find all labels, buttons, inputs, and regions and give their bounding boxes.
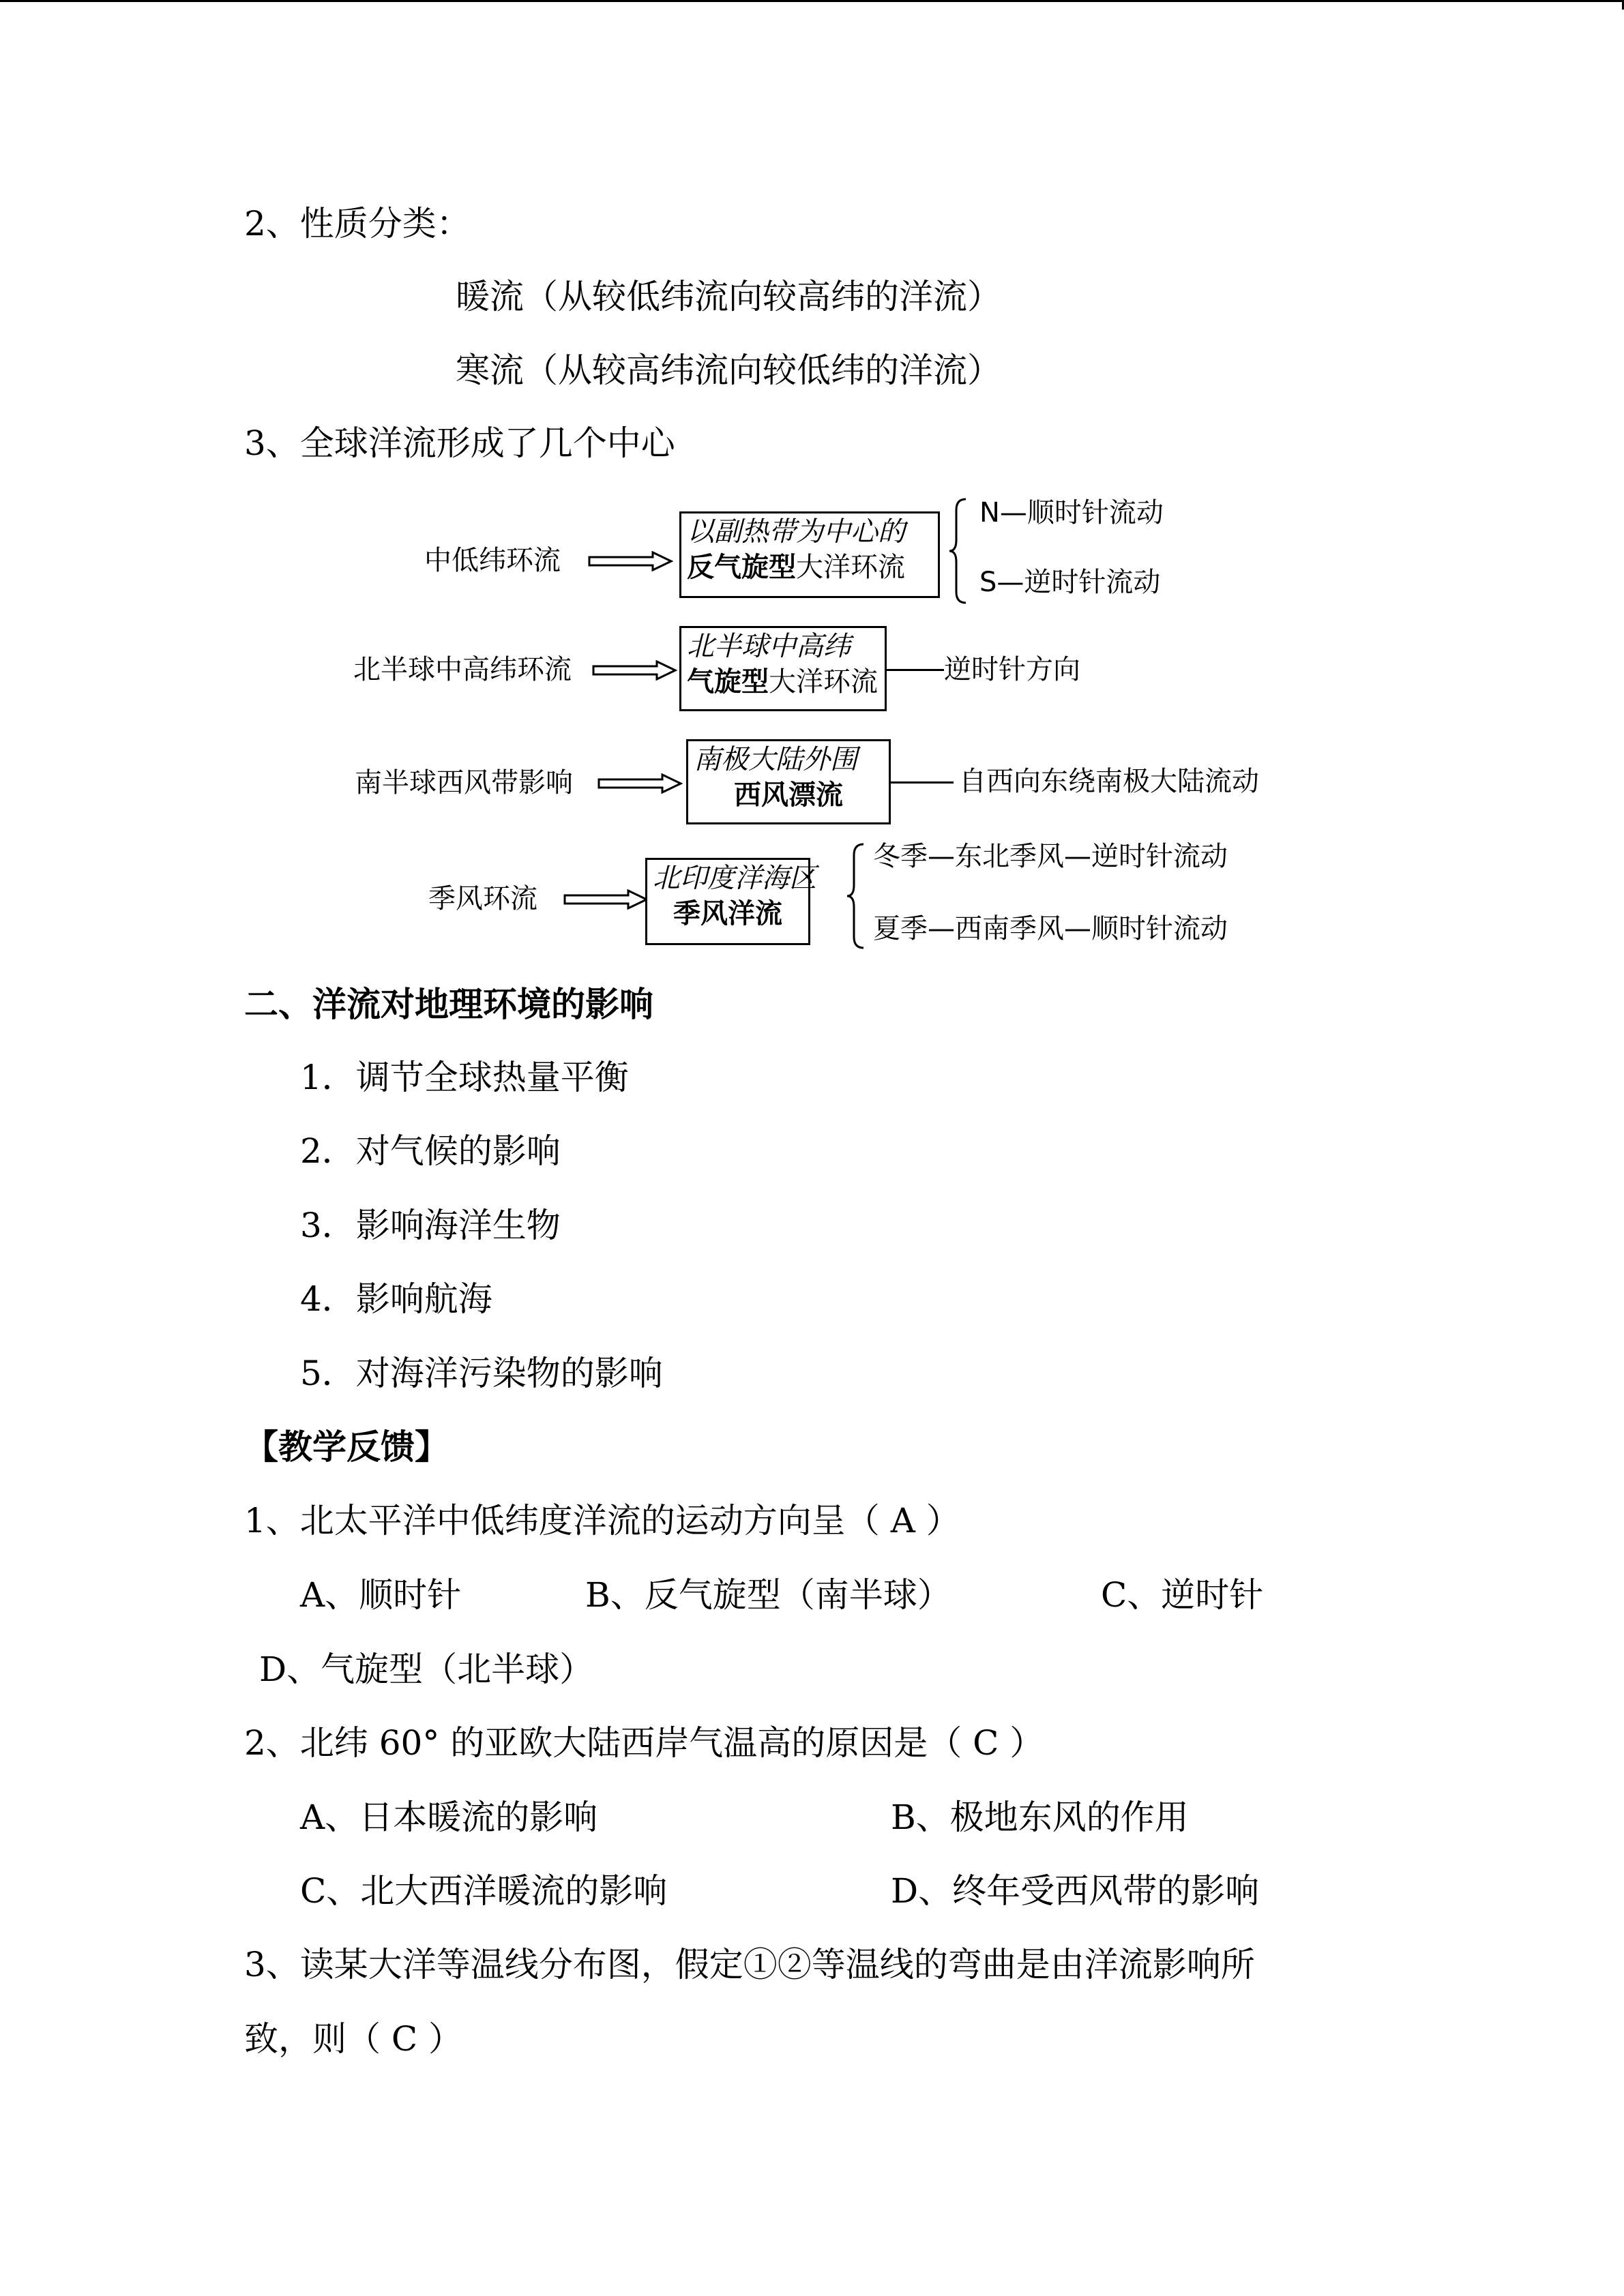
row3-arrow-icon xyxy=(597,773,683,794)
row1-brace-icon xyxy=(948,496,969,606)
q1-option-b: B、反气旋型（南半球） xyxy=(585,1575,951,1615)
row3-box-line2: 西风漂流 xyxy=(734,779,843,811)
row1-branch-south: S—逆时针流动 xyxy=(979,567,1161,598)
q2-option-d: D、终年受西风带的影响 xyxy=(891,1871,1260,1911)
row2-box-line1: 北半球中高纬 xyxy=(687,631,851,662)
part2-item-2: 2．对气候的影响 xyxy=(300,1131,561,1171)
row3-box-line1: 南极大陆外围 xyxy=(694,744,857,775)
row1-box-line1: 以副热带为中心的 xyxy=(687,516,905,548)
part2-item-4: 4．影响航海 xyxy=(300,1279,492,1319)
row1-branch-north: N—顺时针流动 xyxy=(979,497,1164,528)
q2-option-c: C、北大西洋暖流的影响 xyxy=(300,1871,668,1911)
row2-arrow-icon xyxy=(592,660,677,681)
row2-box xyxy=(679,626,887,711)
row1-arrow-icon xyxy=(588,551,673,571)
q3-stem-line1: 3、读某大洋等温线分布图，假定①②等温线的弯曲是由洋流影响所 xyxy=(244,1945,1255,1984)
warm-current-definition: 暖流（从较低纬流向较高纬的洋流） xyxy=(456,277,1001,316)
q3-stem-line2: 致，则（ C ） xyxy=(244,2019,463,2059)
feedback-heading: 【教学反馈】 xyxy=(244,1427,449,1467)
row2-label: 北半球中高纬环流 xyxy=(353,654,572,685)
q2-option-a: A、日本暖流的影响 xyxy=(300,1798,598,1837)
row4-box-line1: 北印度洋海区 xyxy=(653,863,816,894)
row4-box xyxy=(645,858,816,945)
row2-result: 逆时针方向 xyxy=(944,654,1080,685)
section3-title: 3、全球洋流形成了几个中心 xyxy=(244,423,675,463)
row2-box-line2: 气旋型大洋环流 xyxy=(687,666,878,698)
part2-item-5: 5．对海洋污染物的影响 xyxy=(300,1354,663,1393)
q1-stem: 1、北太平洋中低纬度洋流的运动方向呈（ A ） xyxy=(244,1501,960,1540)
row1-box xyxy=(679,511,940,598)
q1-option-c: C、逆时针 xyxy=(1101,1575,1264,1615)
q2-stem: 2、北纬 60° 的亚欧大陆西岸气温高的原因是（ C ） xyxy=(244,1723,1044,1763)
row2-connector-line xyxy=(887,669,944,671)
row4-arrow-icon xyxy=(563,889,649,910)
page-top-border xyxy=(0,0,1624,2)
row3-connector-line xyxy=(891,781,954,784)
part2-item-1: 1．调节全球热量平衡 xyxy=(300,1058,629,1097)
q1-option-a: A、顺时针 xyxy=(300,1575,462,1615)
q1-option-d: D、气旋型（北半球） xyxy=(259,1650,594,1689)
section2-title: 2、性质分类： xyxy=(244,204,471,243)
cold-current-definition: 寒流（从较高纬流向较低纬的洋流） xyxy=(456,351,1001,390)
part2-item-3: 3．影响海洋生物 xyxy=(300,1206,561,1245)
row3-box xyxy=(686,739,891,824)
q2-option-b: B、极地东风的作用 xyxy=(891,1798,1189,1837)
row4-branch-summer: 夏季—西南季风—顺时针流动 xyxy=(873,913,1228,944)
row1-label: 中低纬环流 xyxy=(424,545,561,576)
row3-label: 南半球西风带影响 xyxy=(355,767,573,799)
row3-result: 自西向东绕南极大陆流动 xyxy=(959,766,1259,797)
part2-heading: 二、洋流对地理环境的影响 xyxy=(244,984,653,1024)
row1-box-line2: 反气旋型大洋环流 xyxy=(687,552,905,583)
row4-box-line2: 季风洋流 xyxy=(673,898,782,929)
row4-brace-icon xyxy=(846,841,866,951)
row4-branch-winter: 冬季—东北季风—逆时针流动 xyxy=(873,841,1228,872)
row4-label: 季风环流 xyxy=(428,883,537,914)
